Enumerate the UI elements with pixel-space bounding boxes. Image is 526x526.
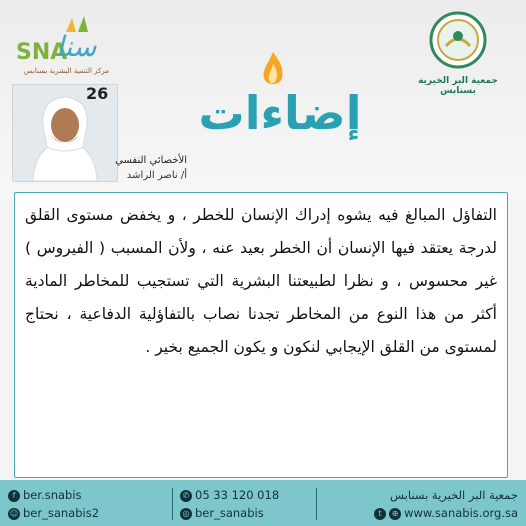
footer <box>0 480 526 526</box>
footer-org-col <box>322 486 518 522</box>
sna-subtitle: مركز التنمية البشرية بسنابس <box>23 67 109 75</box>
author-role: الأخصائي النفسي <box>115 155 187 166</box>
footer-phone-row[interactable] <box>180 486 279 504</box>
article-box <box>14 192 508 478</box>
footer-snapchat: ber_sanabis2 <box>23 506 100 520</box>
page-title: إضاءات <box>198 86 362 140</box>
footer-snapchat-row[interactable] <box>8 504 99 522</box>
footer-instagram-row[interactable] <box>180 504 279 522</box>
footer-divider <box>172 488 173 520</box>
charity-logo <box>408 10 508 100</box>
footer-website: www.sanabis.org.sa <box>404 506 518 520</box>
snapchat-icon: ☺ <box>9 508 19 518</box>
issue-number: 26 <box>86 84 109 103</box>
title-block <box>190 50 370 150</box>
phone-icon: ✆ <box>180 490 192 502</box>
charity-name: جمعية البر الخيرية بسنابس <box>418 76 498 96</box>
footer-charity-name: جمعية البر الخيرية بسنابس <box>389 488 518 502</box>
instagram-icon: ◎ <box>180 508 192 520</box>
author-name: أ/ ناصر الراشد <box>126 170 187 181</box>
footer-instagram: ber_sanabis <box>195 506 264 520</box>
footer-charity-row <box>322 486 518 504</box>
footer-phone: 05 33 120 018 <box>195 488 280 502</box>
facebook-icon: f <box>8 490 20 502</box>
charity-emblem-icon <box>428 10 488 70</box>
footer-social-col <box>8 486 99 522</box>
flame-icon <box>260 50 286 90</box>
globe-icon: ⊕ <box>389 508 401 520</box>
twitter-icon: t <box>374 508 386 520</box>
sna-latin-text: SNA <box>16 40 68 65</box>
footer-website-row[interactable] <box>322 504 518 522</box>
article-text: التفاؤل المبالغ فيه يشوه إدراك الإنسان للخطر ، و يخفض مستوى القلق لدرجة يعتقد فيها الإنسان أن الخطر بعيد عنه ، ولأن المسبب ( الفيروس ) غير محسوس ، و نظرا لطبيعتنا البشرية التي تستجيب للمخاطر المادية أكثر من هذا النوع من المخاطر تجدنا نصاب بالتفاؤلية الدفاعية ، نحتاج لمستوى من القلق الإيجابي لنكون و يكون الجميع بخير . <box>25 206 497 356</box>
footer-contact-col <box>180 486 279 522</box>
footer-facebook-row[interactable] <box>8 486 99 504</box>
footer-divider <box>316 488 317 520</box>
sna-arabic-text: سنا <box>56 30 97 63</box>
footer-facebook: ber.snabis <box>23 488 82 502</box>
